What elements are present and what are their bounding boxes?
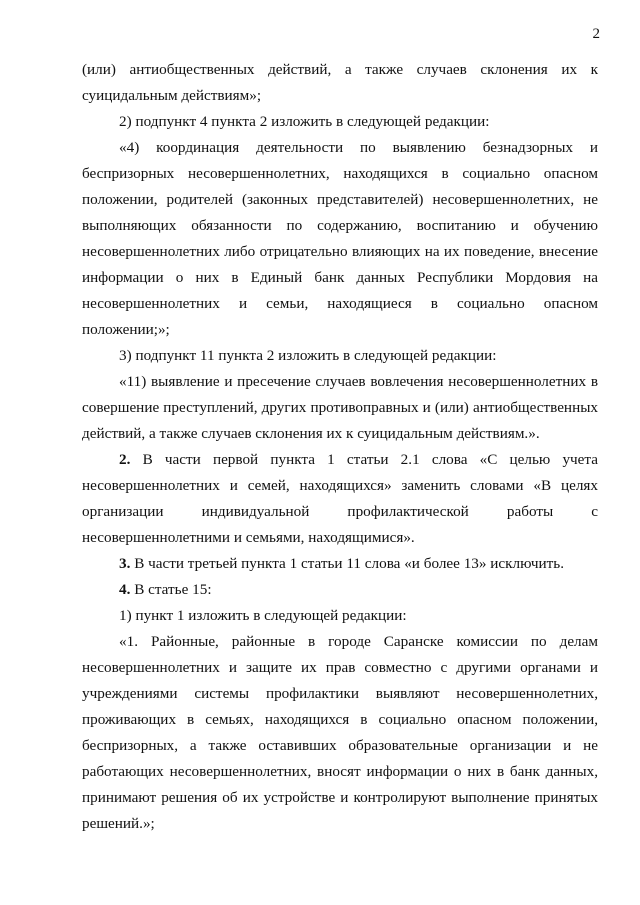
paragraph-text: 2) подпункт 4 пункта 2 изложить в следующей редакции: [119,113,490,130]
item-number: 4. [119,581,131,598]
paragraph-text: «11) выявление и пресечение случаев вовлечения несовершеннолетних в совершение преступлений, других противоправных и (или) антиобщественных действий, а также случаев склонения их к суицидальным действиям.». [82,373,598,442]
paragraph-quote-11 [82,369,598,447]
paragraph-subitem-2 [82,109,598,135]
paragraph-text: 1) пункт 1 изложить в следующей редакции: [119,607,407,624]
paragraph-quote-4 [82,135,598,343]
paragraph-text: В части первой пункта 1 статьи 2.1 слова «С целью учета несовершеннолетних и семей, находящихся» заменить словами «В целях организации индивидуальной профилактической работы с несовершеннолетними и семьями, находящимися». [82,451,598,546]
paragraph-item-4 [82,577,598,603]
paragraph-text: В части третьей пункта 1 статьи 11 слова «и более 13» исключить. [130,555,564,572]
page-number: 2 [592,26,600,42]
paragraph-text: 3) подпункт 11 пункта 2 изложить в следующей редакции: [119,347,497,364]
paragraph-continuation [82,57,598,109]
paragraph-quote-1 [82,629,598,837]
paragraph-text: «1. Районные, районные в городе Саранске комиссии по делам несовершеннолетних и защите их прав совместно с другими органами и учреждениями системы профилактики выявляют несовершеннолетних, проживающих в семьях, находящихся в социально опасном положении, беспризорных, а также оставивших образовательные организации и не работающих несовершеннолетних, вносят информации о них в банк данных, принимают решения об их устройстве и контролируют выполнение принятых решений.»; [82,633,598,832]
item-number: 3. [119,555,131,572]
paragraph-item-2 [82,447,598,551]
paragraph-text: (или) антиобщественных действий, а также случаев склонения их к суицидальным действиям»; [82,61,598,104]
document-body [82,57,598,837]
paragraph-subitem-1 [82,603,598,629]
paragraph-text: В статье 15: [130,581,212,598]
item-number: 2. [119,451,131,468]
paragraph-text: «4) координация деятельности по выявлению безнадзорных и беспризорных несовершеннолетних, находящихся в социально опасном положении, родителей (законных представителей) несовершеннолетних, не выполняющих обязанности по содержанию, воспитанию и обучению несовершеннолетних либо отрицательно влияющих на их поведение, внесение информации о них в Единый банк данных Республики Мордовия на несовершеннолетних и семьи, находящиеся в социально опасном положении;»; [82,139,598,338]
paragraph-subitem-3 [82,343,598,369]
paragraph-item-3 [82,551,598,577]
